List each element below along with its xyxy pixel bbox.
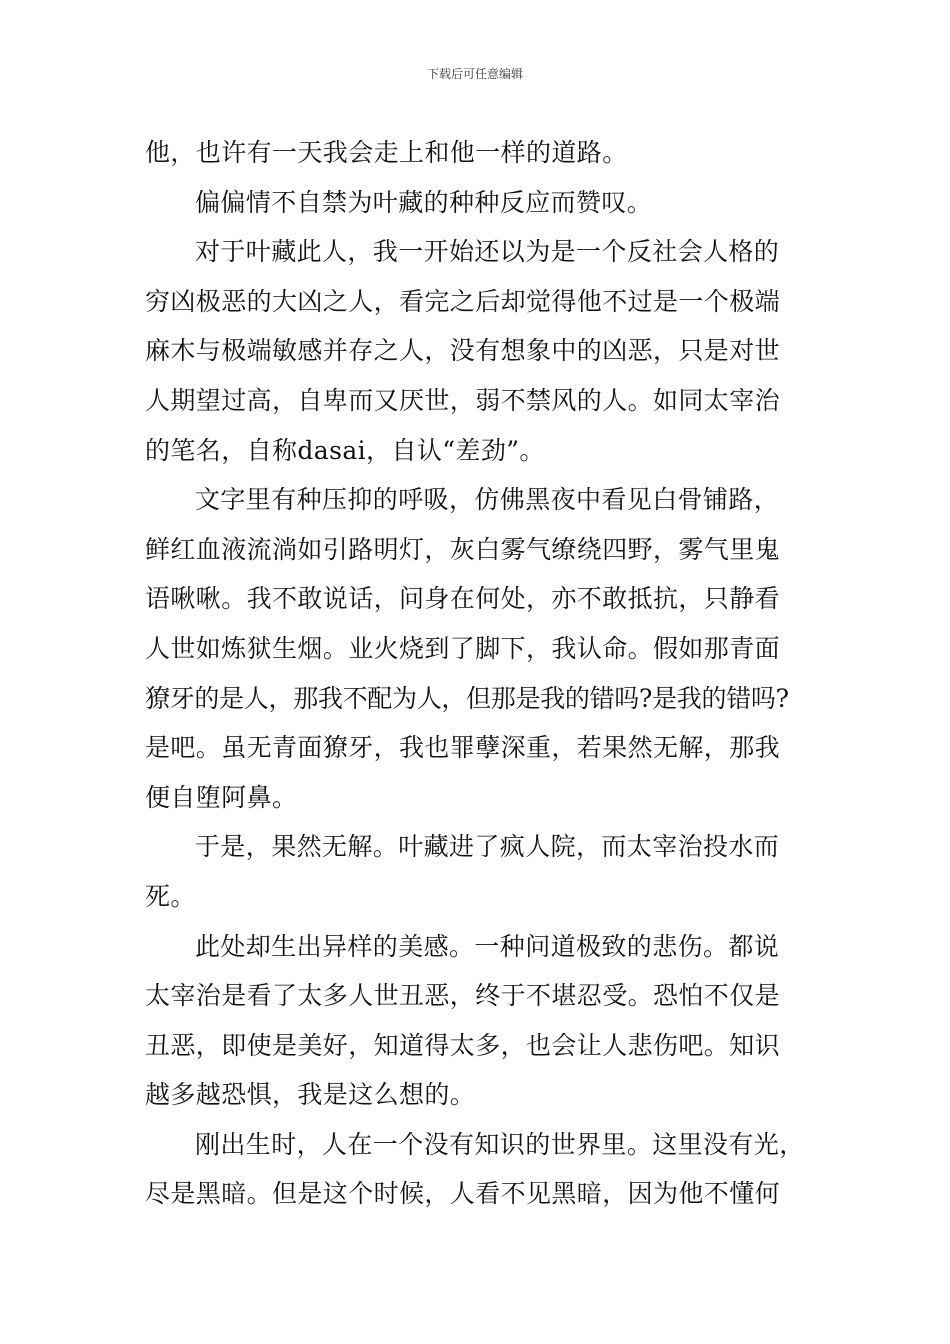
text-line: 语啾啾。我不敢说话，问身在何处，亦不敢抵抗，只静看 [145, 584, 781, 614]
text-line: 獠牙的是人，那我不配为人，但那是我的错吗?是我的错吗? [145, 683, 789, 713]
page-header-note: 下载后可任意编辑 [426, 67, 523, 81]
text-line: 文字里有种压抑的呼吸，仿佛黑夜中看见白骨铺路， [195, 485, 780, 515]
text-line: 死。 [145, 881, 196, 911]
text-line: 麻木与极端敏感并存之人，没有想象中的凶恶，只是对世 [145, 336, 781, 366]
text-line: 于是，果然无解。叶藏进了疯人院，而太宰治投水而 [195, 832, 780, 862]
text-line: 太宰治是看了太多人世丑恶，终于不堪忍受。恐怕不仅是 [145, 981, 781, 1011]
text-line: 尽是黑暗。但是这个时候，人看不见黑暗，因为他不懂何 [145, 1179, 781, 1209]
text-line: 他，也许有一天我会走上和他一样的道路。 [145, 138, 628, 167]
text-line: 此处却生出异样的美感。一种问道极致的悲伤。都说 [195, 931, 780, 961]
text-line: 丑恶，即使是美好，知道得太多，也会让人悲伤吧。知识 [145, 1030, 781, 1060]
body-text [145, 128, 810, 1219]
text-line: 鲜红血液流淌如引路明灯，灰白雾气缭绕四野，雾气里鬼 [145, 534, 781, 564]
text-line: 人世如炼狱生烟。业火烧到了脚下，我认命。假如那青面 [145, 633, 781, 663]
text-line: 刚出生时，人在一个没有知识的世界里。这里没有光， [195, 1129, 805, 1159]
text-line: 偏偏情不自禁为叶藏的种种反应而赞叹。 [195, 187, 653, 217]
text-line: 的笔名，自称dasai，自认“差劲”。 [145, 435, 545, 465]
text-line: 便自堕阿鼻。 [145, 782, 298, 812]
text-line: 对于叶藏此人，我一开始还以为是一个反社会人格的 [195, 237, 780, 267]
text-line: 是吧。虽无青面獠牙，我也罪孽深重，若果然无解，那我 [145, 733, 781, 763]
text-line: 穷凶极恶的大凶之人，看完之后却觉得他不过是一个极端 [145, 286, 781, 316]
text-line: 人期望过高，自卑而又厌世，弱不禁风的人。如同太宰治 [145, 385, 781, 415]
text-line: 越多越恐惧，我是这么想的。 [145, 1080, 476, 1110]
